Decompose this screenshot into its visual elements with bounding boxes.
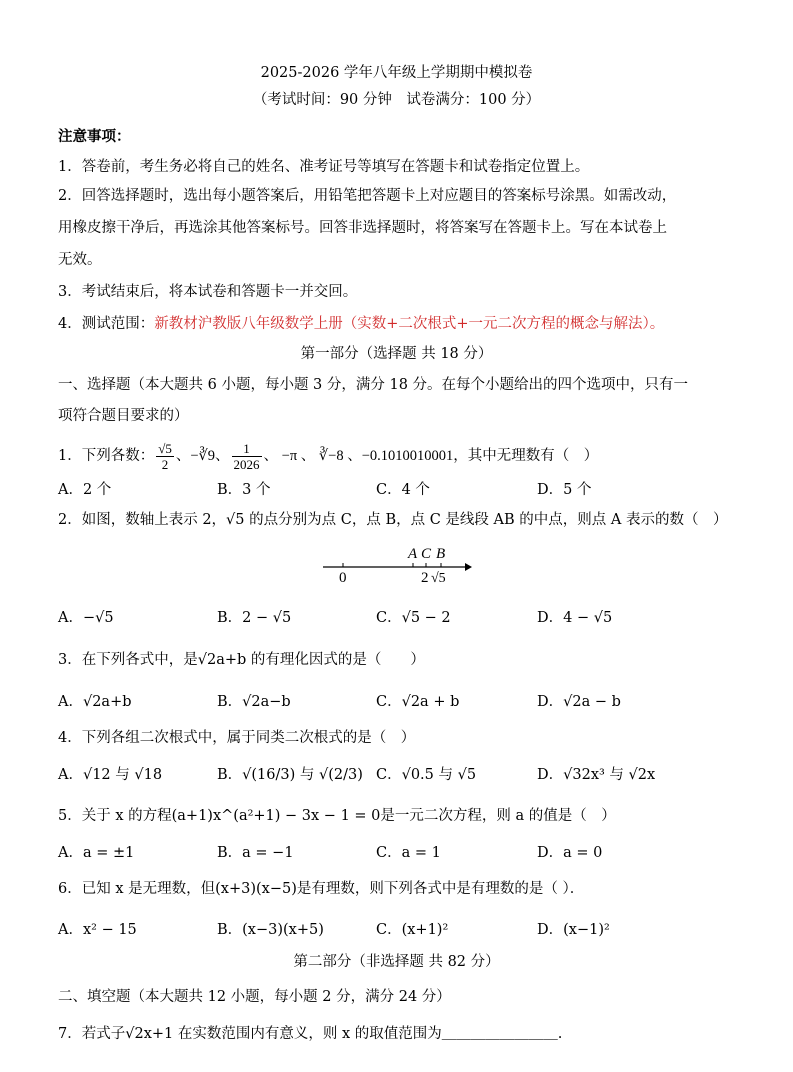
section-choice-a: 一、选择题（本大题共 6 小题，每小题 3 分，满分 18 分。在每个小题给出的四个选项中，只有一	[58, 377, 689, 393]
note-4-scope: 新教材沪教版八年级数学上册（实数+二次根式+一元二次方程的概念与解法）。	[154, 316, 665, 332]
note-2b: 用橡皮擦干净后，再选涂其他答案标号。回答非选择题时，将答案写在答题卡上。写在本试卷上	[58, 220, 667, 236]
exam-title: 2025-2026 学年八年级上学期期中模拟卷	[260, 65, 533, 81]
q1-frac-2: $\frac{1}{2026}$	[233, 440, 260, 472]
q1-option-a: A．2 个	[58, 482, 112, 498]
label-point-c: C	[421, 546, 432, 562]
note-4-prefix: 4．测试范围：	[58, 316, 155, 332]
q3-option-d: D．√2a − b	[537, 694, 621, 710]
q2-option-b: B．2 − √5	[217, 610, 292, 626]
q1-prefix: 1．下列各数：	[58, 448, 155, 464]
note-1: 1．答卷前，考生务必将自己的姓名、准考证号等填写在答题卡和试卷指定位置上。	[58, 159, 590, 175]
number-line-arrow-icon	[465, 563, 472, 571]
part2-heading: 第二部分（非选择题 共 82 分）	[293, 954, 500, 970]
q6-option-c: C．(x+1)²	[376, 922, 449, 938]
question-1: 1．下列各数： $\frac{√5}{2}$ 、−∛9、 $\frac{1}{2026}$ 、 −π 、 ∛−8 、−0.1010010001，其中无理数有（ ）	[58, 440, 599, 472]
notes-heading: 注意事项：	[58, 128, 131, 145]
note-3: 3．考试结束后，将本试卷和答题卡一并交回。	[58, 284, 358, 300]
q1-option-b: B．3 个	[217, 482, 271, 498]
q6-option-d: D．(x−1)²	[537, 922, 610, 938]
label-root5: √5	[431, 571, 446, 586]
q5-option-b: B．a = −1	[217, 845, 294, 861]
question-6: 6．已知 x 是无理数，但(x+3)(x−5)是有理数，则下列各式中是有理数的是（ ）．	[58, 881, 585, 897]
part1-heading: 第一部分（选择题 共 18 分）	[300, 346, 493, 362]
question-4: 4．下列各组二次根式中，属于同类二次根式的是（ ）	[58, 730, 416, 746]
label-zero: 0	[339, 570, 347, 586]
exam-subtitle: （考试时间：90 分钟 试卷满分：100 分）	[252, 92, 541, 108]
q4-option-d: D．√32x³ 与 √2x	[537, 767, 656, 783]
q6-option-b: B．(x−3)(x+5)	[217, 922, 324, 938]
question-2: 2．如图，数轴上表示 2，√5 的点分别为点 C，点 B，点 C 是线段 AB 的中点，则点 A 表示的数（ ）	[58, 512, 728, 528]
q4-option-c: C．√0.5 与 √5	[376, 767, 477, 783]
q5-option-d: D．a = 0	[537, 845, 603, 861]
q1-option-d: D．5 个	[537, 482, 592, 498]
q5-option-c: C．a = 1	[376, 845, 441, 861]
label-point-b: B	[436, 546, 446, 562]
note-2a: 2．回答选择题时，选出每小题答案后，用铅笔把答题卡上对应题目的答案标号涂黑。如需改动，	[58, 188, 677, 204]
label-point-a: A	[408, 546, 418, 562]
q1-option-c: C．4 个	[376, 482, 430, 498]
q2-option-d: D．4 − √5	[537, 610, 613, 626]
section-choice-b: 项符合题目要求的）	[58, 408, 189, 424]
q3-option-b: B．√2a−b	[217, 694, 291, 710]
question-5: 5．关于 x 的方程(a+1)x^(a²+1) − 3x − 1 = 0是一元二次方程，则 a 的值是（ ）	[58, 808, 616, 824]
number-line-figure	[315, 540, 475, 586]
section-fill: 二、填空题（本大题共 12 小题，每小题 2 分，满分 24 分）	[58, 989, 451, 1005]
q3-option-a: A．√2a+b	[58, 694, 132, 710]
label-two: 2	[421, 570, 429, 586]
note-4	[58, 314, 741, 334]
q6-option-a: A．x² − 15	[58, 922, 137, 938]
q1-frac-1: $\frac{√5}{2}$	[158, 440, 172, 472]
q4-option-a: A．√12 与 √18	[58, 767, 163, 783]
question-3: 3．在下列各式中，是√2a+b 的有理化因式的是（ ）	[58, 652, 425, 668]
q2-option-c: C．√5 − 2	[376, 610, 451, 626]
q5-option-a: A．a = ±1	[58, 845, 135, 861]
q2-option-a: A．−√5	[58, 610, 114, 626]
q3-option-c: C．√2a + b	[376, 694, 460, 710]
question-7: 7．若式子√2x+1 在实数范围内有意义，则 x 的取值范围为＿＿＿＿＿＿＿＿.	[58, 1026, 563, 1042]
note-2c: 无效。	[58, 252, 102, 268]
q4-option-b: B．√(16/3) 与 √(2/3)	[217, 767, 363, 783]
